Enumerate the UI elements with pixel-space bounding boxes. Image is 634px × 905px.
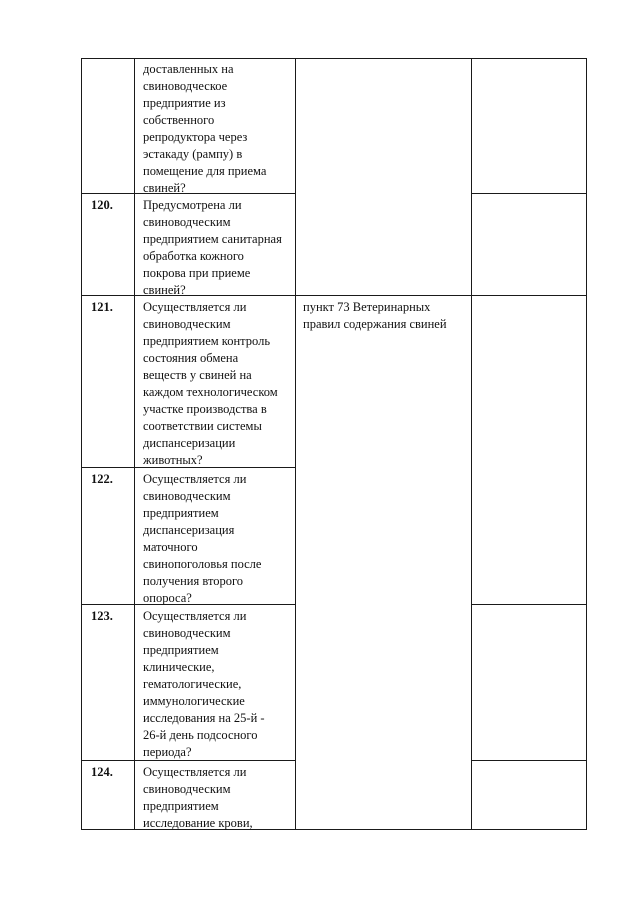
table-border-right: [586, 58, 587, 830]
row-number-122: 122.: [91, 472, 113, 486]
question-text-123: Осуществляется ли свиноводческим предприятием клинические, гематологические, иммунологические исследования на 25-й - 26-й день подсосного периода?: [143, 609, 265, 759]
result-divider-123: [471, 604, 587, 605]
question-text-121: Осуществляется ли свиноводческим предприятием контроль состояния обмена веществ у свиней на каждом технологическом участке производства в соответствии системы диспансеризации животных?: [143, 300, 278, 467]
row-number-123: 123.: [91, 609, 113, 623]
column-divider-reference: [471, 58, 472, 830]
question-text-124: Осуществляется ли свиноводческим предприятием исследование крови,: [143, 765, 253, 830]
table-border-left: [81, 58, 82, 830]
column-divider-number: [134, 58, 135, 830]
table-border-top: [81, 58, 587, 59]
question-text-122: Осуществляется ли свиноводческим предприятием диспансеризация маточного свинопоголовья после получения второго опороса?: [143, 472, 262, 605]
result-divider-124: [471, 760, 587, 761]
result-divider-120: [471, 193, 587, 194]
question-text-120: Предусмотрена ли свиноводческим предприятием санитарная обработка кожного покрова при приеме свиней?: [143, 198, 282, 297]
question-text-continued: доставленных на свиноводческое предприятие из собственного репродуктора через эстакаду (рампу) в помещение для приема свиней?: [143, 62, 267, 195]
legal-reference-text: пункт 73 Ветеринарных правил содержания свиней: [303, 300, 447, 331]
column-divider-question: [295, 58, 296, 830]
row-number-121: 121.: [91, 300, 113, 314]
row-number-120: 120.: [91, 198, 113, 212]
row-number-124: 124.: [91, 765, 113, 779]
